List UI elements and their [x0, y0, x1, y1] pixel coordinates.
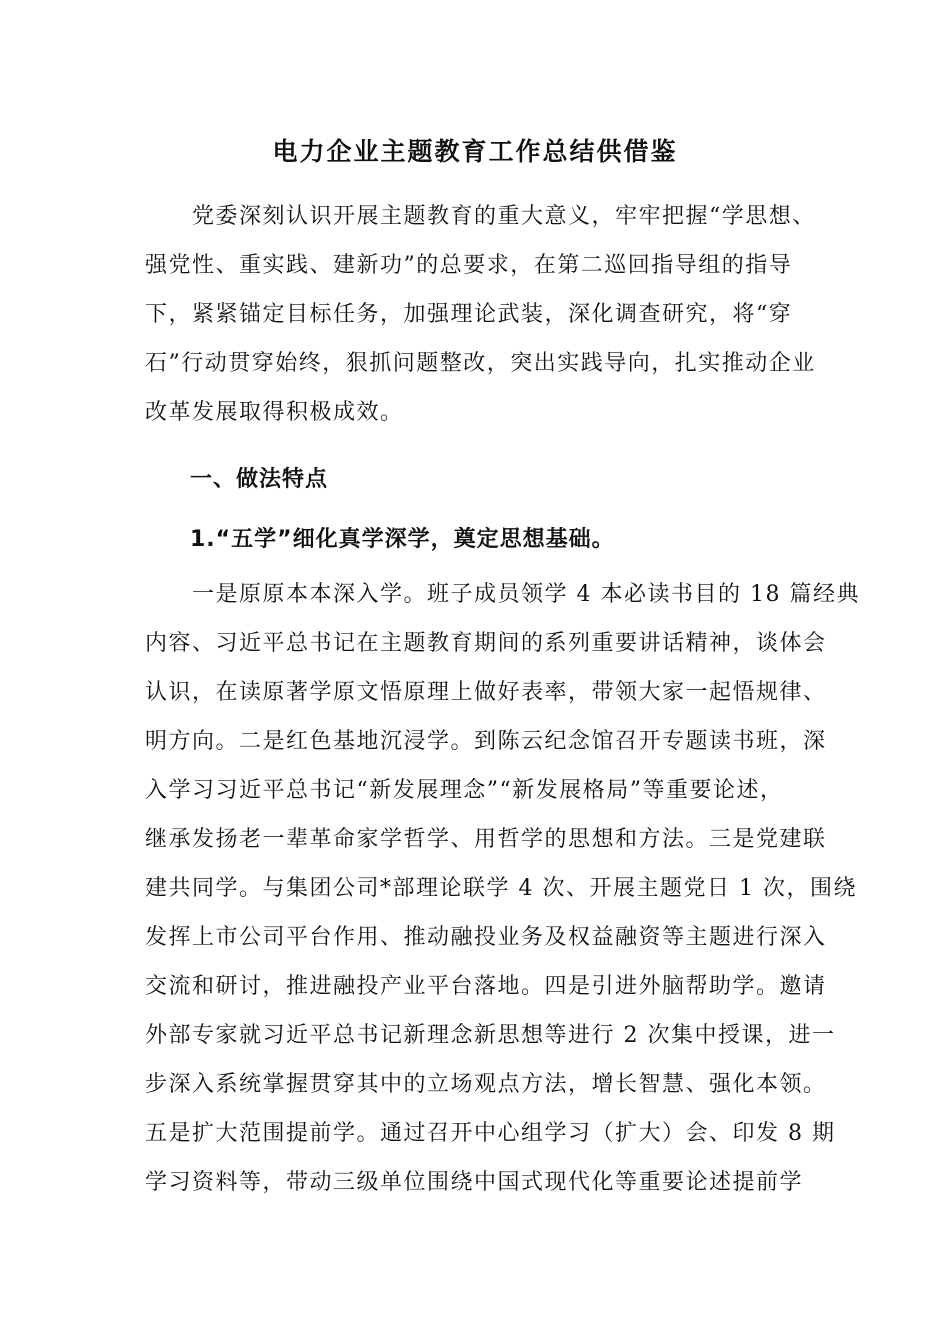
body-line: 学习资料等，带动三级单位围绕中国式现代化等重要论述提前学 — [145, 1170, 804, 1195]
body-line: 一是原原本本深入学。班子成员领学 4 本必读书目的 18 篇经典 — [145, 582, 860, 607]
document-title: 电力企业主题教育工作总结供借鉴 — [272, 137, 678, 166]
intro-paragraph — [145, 192, 816, 437]
body-line: 外部专家就习近平总书记新理念新思想等进行 2 次集中授课，进一 — [145, 1023, 836, 1048]
body-paragraph — [145, 570, 860, 1207]
body-line: 步深入系统掌握贯穿其中的立场观点方法，增长智慧、强化本领。 — [145, 1072, 827, 1097]
intro-line: 改革发展取得积极成效。 — [145, 400, 404, 425]
body-line: 交流和研讨，推进融投产业平台落地。四是引进外脑帮助学。邀请 — [145, 974, 827, 999]
intro-line: 强党性、重实践、建新功”的总要求，在第二巡回指导组的指导 — [145, 253, 793, 278]
intro-line: 党委深刻认识开展主题教育的重大意义，牢牢把握“学思想、 — [145, 204, 816, 229]
intro-line: 下，紧紧锚定目标任务，加强理论武装，深化调查研究，将“穿 — [145, 302, 793, 327]
body-line: 发挥上市公司平台作用、推动融投业务及权益融资等主题进行深入 — [145, 925, 827, 950]
body-line: 继承发扬老一辈革命家学哲学、用哲学的思想和方法。三是党建联 — [145, 827, 827, 852]
body-line: 建共同学。与集团公司*部理论联学 4 次、开展主题党日 1 次，围绕 — [145, 876, 857, 901]
body-line: 认识，在读原著学原文悟原理上做好表率，带领大家一起悟规律、 — [145, 680, 827, 705]
body-line: 五是扩大范围提前学。通过召开中心组学习（扩大）会、印发 8 期 — [145, 1121, 836, 1146]
section-heading: 一、做法特点 — [190, 467, 329, 492]
subsection-heading: 1.“五学”细化真学深学，奠定思想基础。 — [190, 527, 615, 552]
body-line: 明方向。二是红色基地沉浸学。到陈云纪念馆召开专题读书班，深 — [145, 729, 827, 754]
body-line: 入学习习近平总书记“新发展理念”“新发展格局”等重要论述， — [145, 778, 784, 803]
intro-line: 石”行动贯穿始终，狠抓问题整改，突出实践导向，扎实推动企业 — [145, 351, 816, 376]
body-line: 内容、习近平总书记在主题教育期间的系列重要讲话精神，谈体会 — [145, 631, 827, 656]
